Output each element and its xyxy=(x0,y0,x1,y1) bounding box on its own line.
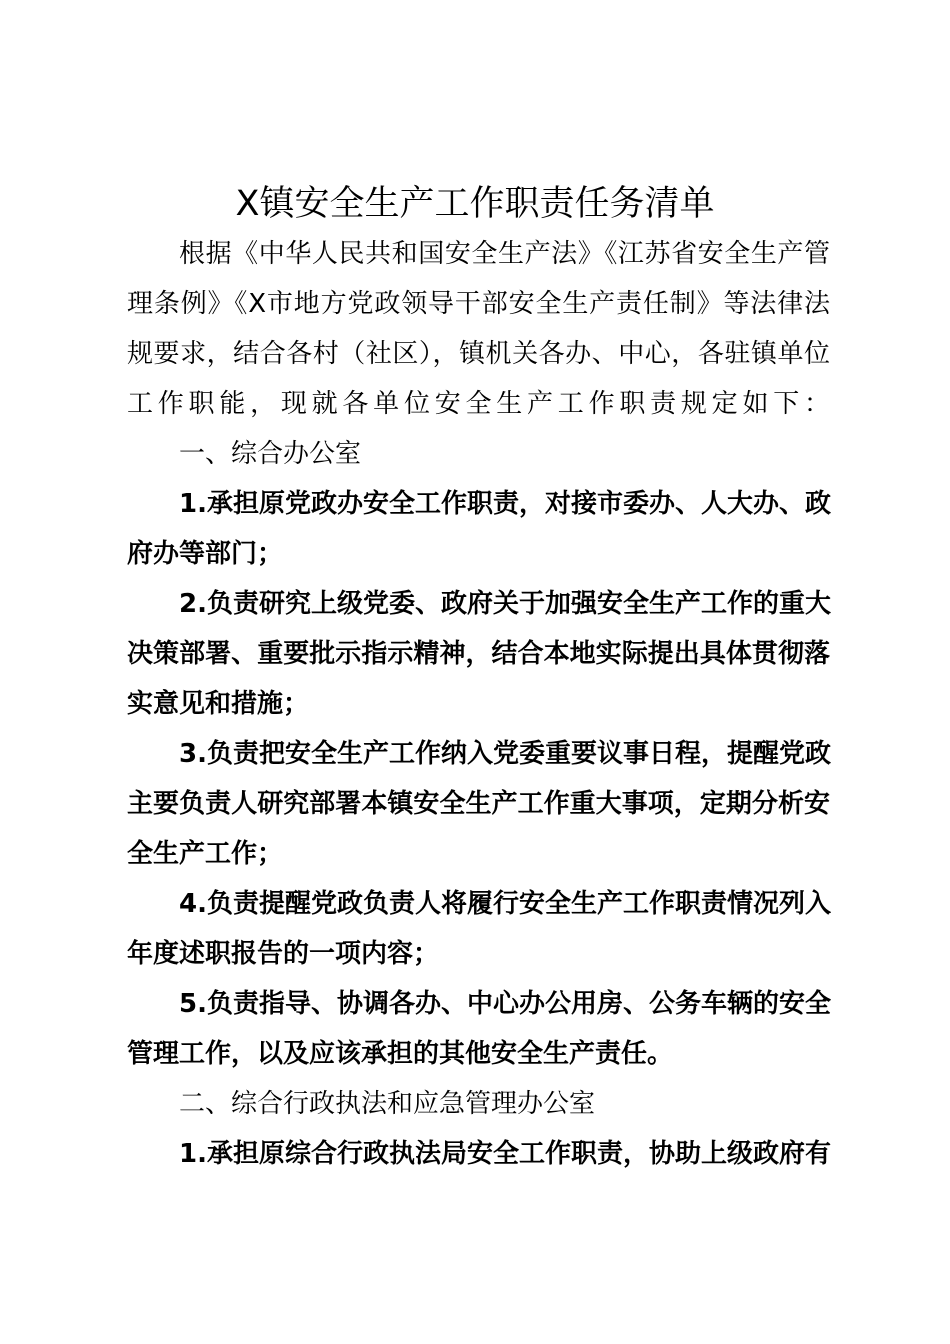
section-2-item-1-line-1: 1.承担原综合行政执法局安全工作职责，协助上级政府有 xyxy=(179,1139,831,1169)
section-2-heading: 二、综合行政执法和应急管理办公室 xyxy=(179,1089,596,1119)
section-1-item-2-line-3: 实意见和措施； xyxy=(127,689,310,719)
section-1-item-2-line-1: 2.负责研究上级党委、政府关于加强安全生产工作的重大 xyxy=(179,589,831,619)
intro-line-3: 规要求，结合各村（社区），镇机关各办、中心，各驻镇单位 xyxy=(127,339,830,369)
section-1-item-2-line-2: 决策部署、重要批示指示精神，结合本地实际提出具体贯彻落 xyxy=(127,639,830,669)
section-1-item-1-line-1: 1.承担原党政办安全工作职责，对接市委办、人大办、政 xyxy=(179,489,831,519)
intro-line-1: 根据《中华人民共和国安全生产法》《江苏省安全生产管 xyxy=(179,239,830,269)
section-1-item-5-line-2: 管理工作，以及应该承担的其他安全生产责任。 xyxy=(127,1039,674,1069)
section-1-item-4-line-1: 4.负责提醒党政负责人将履行安全生产工作职责情况列入 xyxy=(179,889,831,919)
section-1-item-3-line-2: 主要负责人研究部署本镇安全生产工作重大事项，定期分析安 xyxy=(127,789,830,819)
section-1-item-5-line-1: 5.负责指导、协调各办、中心办公用房、公务车辆的安全 xyxy=(179,989,831,1019)
intro-line-4: 工作职能，现就各单位安全生产工作职责规定如下： xyxy=(127,389,830,419)
document-title: X镇安全生产工作职责任务清单 xyxy=(235,184,715,224)
intro-line-2: 理条例》《X市地方党政领导干部安全生产责任制》等法律法 xyxy=(127,289,830,319)
section-1-heading: 一、综合办公室 xyxy=(179,439,362,469)
section-1-item-1-line-2: 府办等部门； xyxy=(127,539,284,569)
section-1-item-4-line-2: 年度述职报告的一项内容； xyxy=(127,939,440,969)
section-1-item-3-line-1: 3.负责把安全生产工作纳入党委重要议事日程，提醒党政 xyxy=(179,739,831,769)
section-1-item-3-line-3: 全生产工作； xyxy=(127,839,284,869)
